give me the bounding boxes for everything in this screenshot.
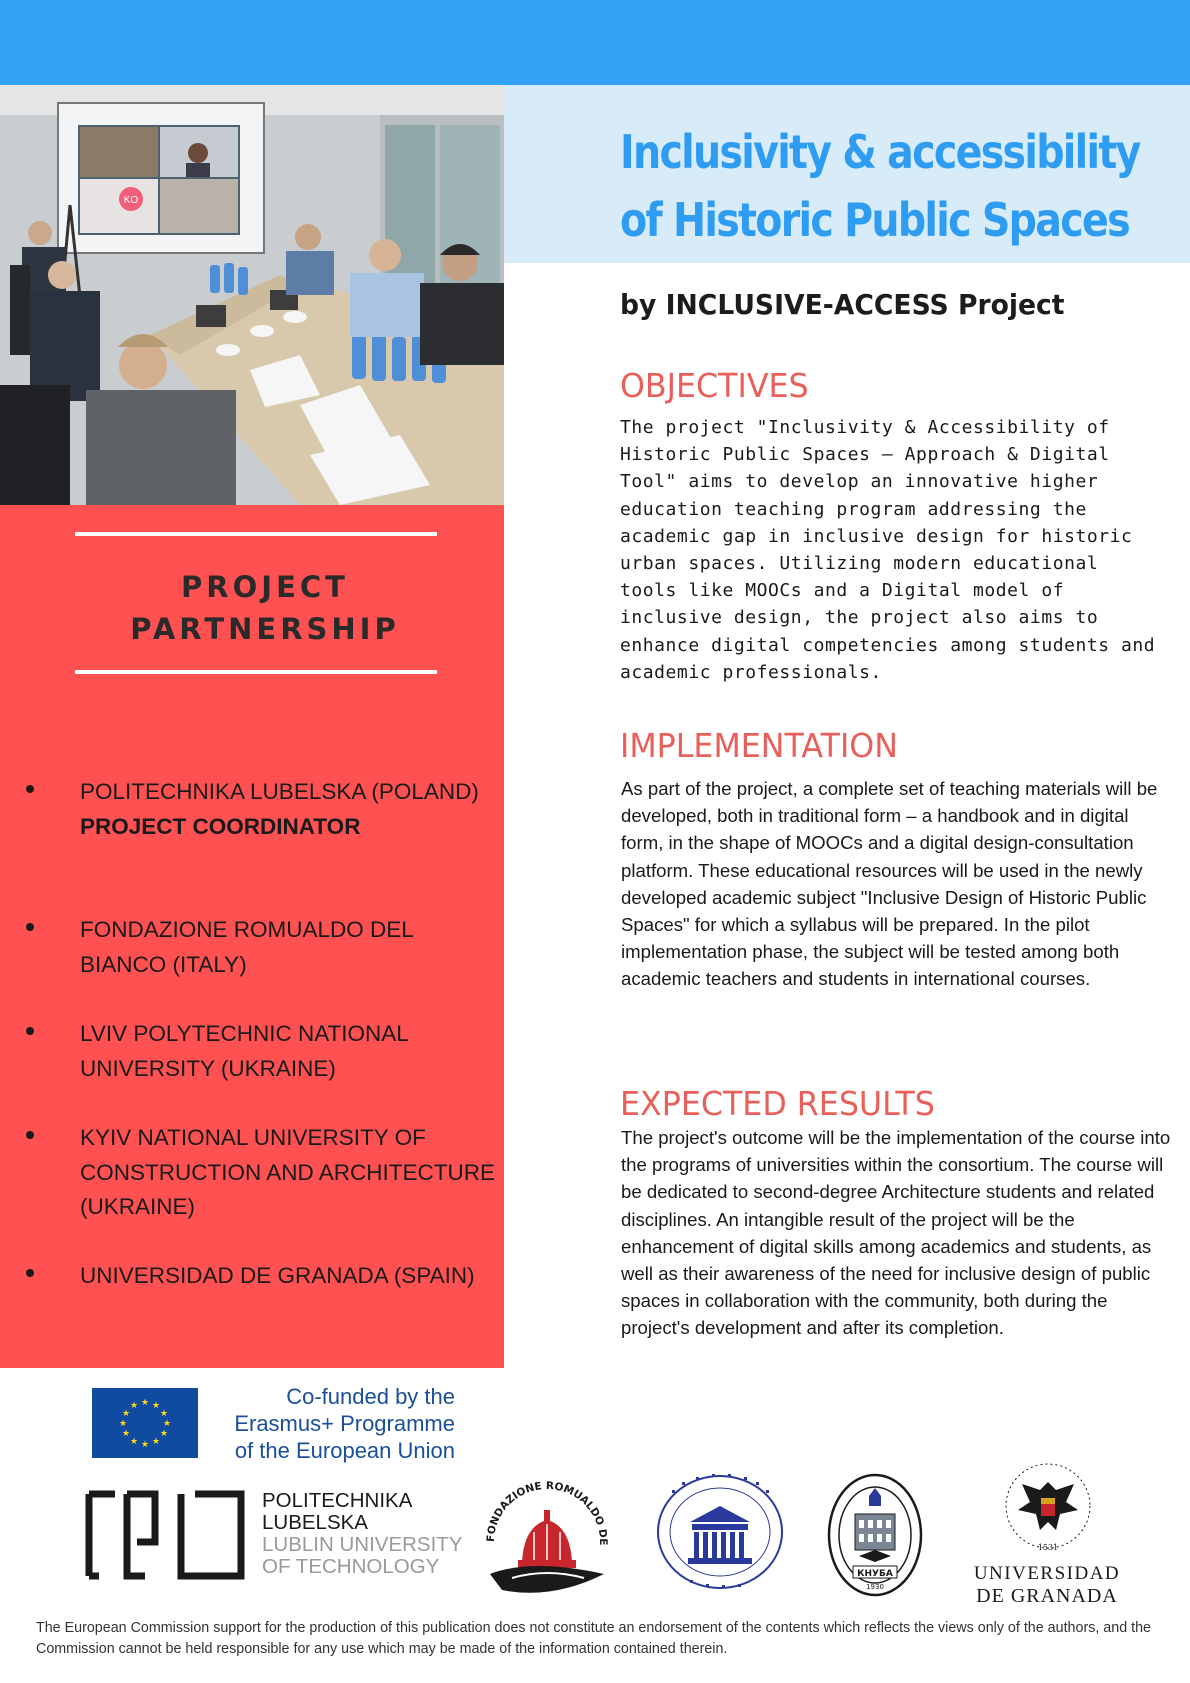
fondazione-romualdo-del-bianco-logo-icon <box>472 1470 622 1605</box>
pl-line-3: LUBLIN UNIVERSITY <box>262 1533 463 1556</box>
bullet-icon <box>26 923 34 931</box>
title-line-2: of Historic Public Spaces <box>620 193 1129 247</box>
pl-line-1: POLITECHNIKA <box>262 1489 413 1512</box>
partnership-heading-line-2: PARTNERSHIP <box>130 612 400 646</box>
svg-text:★: ★ <box>121 1409 131 1419</box>
ugr-line-2: DE GRANADA <box>976 1585 1118 1607</box>
svg-text:★: ★ <box>121 1429 131 1439</box>
title-box <box>504 85 1190 263</box>
politechnika-lubelska-text <box>262 1490 463 1578</box>
universidad-de-granada-text <box>962 1563 1132 1607</box>
svg-text:★: ★ <box>140 1440 150 1450</box>
kyiv-year-text: 1930 <box>866 1583 884 1591</box>
universidad-de-granada-logo-icon <box>998 1460 1098 1555</box>
results-heading: EXPECTED RESULTS <box>620 1084 935 1123</box>
meeting-photo <box>0 85 504 505</box>
subtitle: by INCLUSIVE-ACCESS Project <box>620 288 1065 321</box>
pl-line-4: OF TECHNOLOGY <box>262 1555 440 1578</box>
eu-flag-icon <box>92 1388 198 1458</box>
svg-text:★: ★ <box>118 1419 128 1429</box>
frb-arc-text: FONDAZIONE ROMUALDO DE <box>484 1479 610 1546</box>
partner-name: UNIVERSIDAD DE GRANADA (SPAIN) <box>80 1263 475 1288</box>
eu-disclaimer: The European Commission support for the production of this publication does not constitute an endorsement of the contents which reflects the views only of the authors, and the Commission cannot be held responsible for any use which may be made of the information contained therein. <box>36 1620 1152 1657</box>
implementation-body: As part of the project, a complete set of teaching materials will be developed, both in traditional form – a handbook and in digital form, in the shape of MOOCs and a digital design-consultation platform. These educational resources will be used in the newly developed academic subject "Inclusive Design of Historic Public Spaces" for which a syllabus will be prepared. In the pilot implementation phase, the subject will be tested among both academic teachers and students in international courses. <box>621 778 1158 990</box>
objectives-heading: OBJECTIVES <box>620 366 809 405</box>
partner-name: LVIV POLYTECHNIC NATIONAL UNIVERSITY (UKRAINE) <box>80 1021 408 1081</box>
bullet-icon <box>26 785 34 793</box>
top-color-band <box>0 0 1190 85</box>
pl-line-2: LUBELSKA <box>262 1511 368 1534</box>
svg-text:★: ★ <box>159 1429 169 1439</box>
svg-text:★: ★ <box>140 1398 150 1408</box>
partner-name: KYIV NATIONAL UNIVERSITY OF CONSTRUCTION AND ARCHITECTURE (UKRAINE) <box>80 1125 496 1219</box>
ugr-line-1: UNIVERSIDAD <box>973 1563 1121 1584</box>
title-line-1: Inclusivity & accessibility <box>620 125 1140 179</box>
partner-role: PROJECT COORDINATOR <box>80 813 361 839</box>
svg-text:★: ★ <box>162 1419 172 1429</box>
bullet-icon <box>26 1131 34 1139</box>
svg-text:★: ★ <box>129 1401 139 1411</box>
results-body: The project's outcome will be the implementation of the course into the programs of universities within the consortium. The course will be dedicated to second-degree Architecture students and related disciplines. An intangible result of the project will be the enhancement of digital skills among academics and students, as well as their awareness of the need for inclusive design of public spaces in collaboration with the community, both during the project's development and after its completion. <box>621 1127 1171 1339</box>
partner-name: FONDAZIONE ROMUALDO DEL BIANCO (ITALY) <box>80 917 413 977</box>
screen-badge: KO <box>123 195 139 206</box>
lviv-polytechnic-logo-icon <box>650 1470 790 1595</box>
funding-line-1: Co-funded by the <box>286 1384 455 1409</box>
partner-name: POLITECHNIKA LUBELSKA (POLAND) <box>80 779 479 804</box>
implementation-heading: IMPLEMENTATION <box>620 726 898 765</box>
svg-text:★: ★ <box>159 1409 169 1419</box>
partnership-panel <box>0 505 504 1368</box>
kyiv-national-university-logo-icon <box>825 1470 925 1600</box>
bullet-icon <box>26 1027 34 1035</box>
erasmus-funding-text <box>215 1383 455 1464</box>
panel-divider-bottom <box>75 670 437 674</box>
politechnika-lubelska-logo-icon <box>85 1490 245 1580</box>
svg-text:★: ★ <box>151 1437 161 1447</box>
kyiv-badge-text: КНУБА <box>857 1569 893 1579</box>
svg-text:★: ★ <box>129 1437 139 1447</box>
partnership-heading-line-1: PROJECT <box>181 570 349 604</box>
svg-text:★: ★ <box>151 1401 161 1411</box>
ugr-year-text: 1531 <box>1037 1543 1059 1552</box>
objectives-body: The project "Inclusivity & Accessibility of Historic Public Spaces – Approach & Digital Tool" aims to develop an innovative higher education teaching program addressing the academic gap in inclusive design for historic urban spaces. Utilizing modern educational tools like MOOCs and a Digital model of inclusive design, the project also aims to enhance digital competencies among students and academic professionals. <box>620 417 1156 683</box>
funding-line-3: of the European Union <box>234 1438 455 1463</box>
bullet-icon <box>26 1269 34 1277</box>
panel-divider-top <box>75 532 437 536</box>
funding-line-2: Erasmus+ Programme <box>234 1411 455 1436</box>
